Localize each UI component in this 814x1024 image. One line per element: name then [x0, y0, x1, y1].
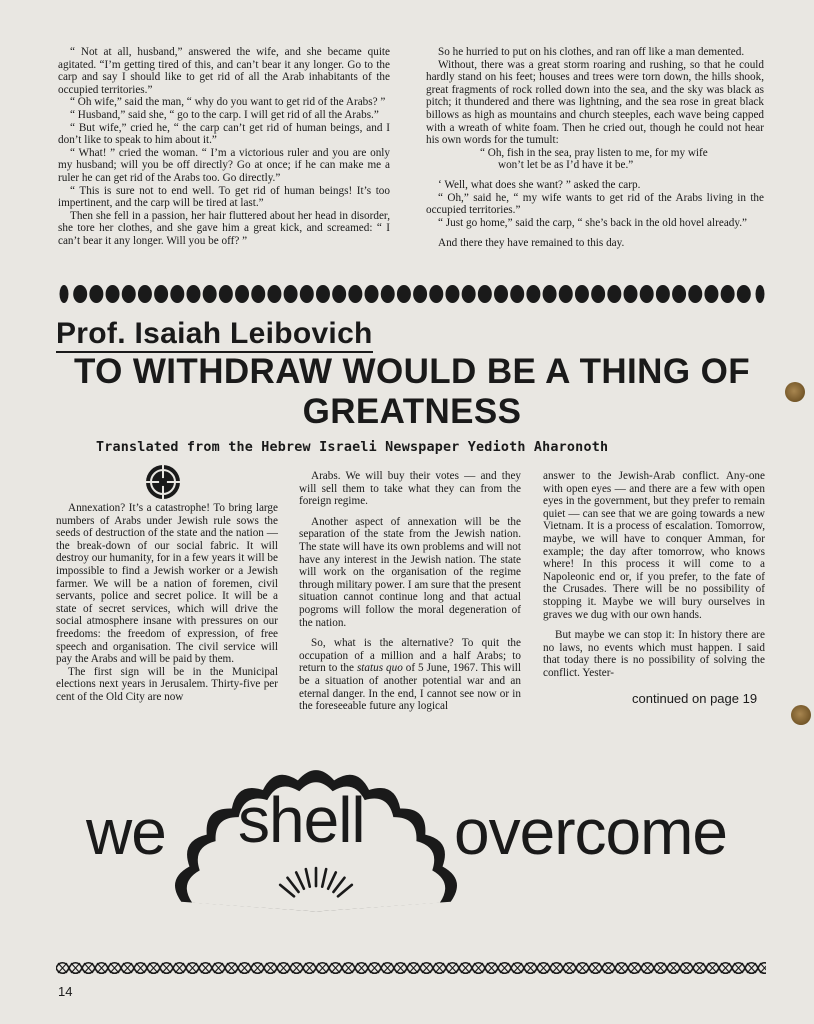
continued-note: continued on page 19	[632, 691, 758, 706]
fable-paragraph: “ This is sure not to end well. To get rid of human beings! It’s too impertinent, and the carp will be tired at last.”	[58, 184, 390, 210]
fable-paragraph: “ Just go home,” said the carp, “ she’s back in the old hovel already.”	[438, 216, 748, 229]
text-run: of 5 June, 1967. This will be a situation of another potential war and an eternal danger. In the end, I cannot see now or in the foreseeable future any logical	[299, 662, 521, 713]
fable-paragraph: Then she fell in a passion, her hair fluttered about her head in disorder, she tore her clothes, and she gave him a great kick, and screamed: “ I can’t bear it any longer. Will you be off? ”	[58, 209, 390, 247]
fable-paragraph: “ What! ” cried the woman. “ I’m a victorious ruler and you are only my husband; will you be off directly? Go at once; if he can make me a ruler he can get rid of the Arabs too. Go directly.”	[58, 146, 390, 184]
fable-paragraph: “ Husband,” said she, “ go to the carp. I will get rid of all the Arabs.”	[70, 108, 379, 121]
article-paragraph	[299, 637, 521, 713]
binder-hole	[791, 705, 811, 725]
fable-paragraph: “ Oh wife,” said the man, “ why do you want to get rid of the Arabs? ”	[70, 96, 386, 109]
headline: TO WITHDRAW WOULD BE A THING OF GREATNESS	[73, 352, 751, 431]
crosshair-logo-icon	[143, 462, 183, 502]
fable-paragraph: ‘ Well, what does she want? ” asked the carp.	[438, 178, 641, 191]
fable-verse-line: “ Oh, fish in the sea, pray listen to me, for my wife	[480, 146, 708, 159]
fable-verse-line: won’t let be as I’d have it be.”	[498, 159, 634, 172]
page-number: 14	[58, 984, 73, 999]
article-subtitle: Translated from the Hebrew Israeli Newspaper Yedioth Aharonoth	[96, 440, 609, 455]
fable-column-right	[426, 46, 764, 250]
ad-word-overcome: overcome	[454, 796, 727, 868]
ad-word-we: we	[86, 796, 166, 868]
dot-divider	[56, 282, 768, 306]
article-paragraph: Arabs. We will buy their votes — and they will sell them to take what they can from the foreign regime.	[299, 470, 521, 508]
article-paragraph: But maybe we can stop it: In history there are no laws, no events which must happen. I said that today there is no possibility of solving the conflict. Yester-	[543, 629, 765, 679]
fable-column-left	[58, 46, 390, 248]
fable-paragraph: And there they have remained to this day.	[438, 237, 625, 250]
binder-hole	[785, 382, 805, 402]
shell-ad	[40, 724, 784, 954]
author-name: Prof. Isaiah Leibovich	[56, 317, 373, 353]
fable-paragraph: Without, there was a great storm roaring and rushing, so that he could hardly stand on his feet; houses and trees were torn down, the hills shook, great fragments of rock rolled down into the sea, and the sky was black as pitch; it thundered and there was lightning, and the sea rose in great black billows as high as mountains and church steeples, each wave being capped with a wreath of white foam. Then he cried out, though he could not hear his own words for the tumult:	[426, 58, 764, 147]
fable-paragraph: So he hurried to put on his clothes, and ran off like a man demented.	[438, 46, 745, 58]
ad-word-shell: shell	[238, 784, 365, 856]
article-paragraph: answer to the Jewish-Arab conflict. Any-one with open eyes — and there are a few with open eyes in the government, but they prefer to remain quiet — can see that we are going towards a new Vietnam. It is a process of escalation. Tomorrow, maybe, we will have to conquer Amman, for example; the day after tomorrow, who knows where! In this process it will come to a Napoleonic end or, if you prefer, to the fate of the Crusades. There will be no possibility of stopping it. Maybe we will bury ourselves in graves we dug with our own hands.	[543, 470, 765, 621]
article-paragraph: Annexation? It’s a catastrophe! To bring large numbers of Arabs under Jewish rule sows the seeds of destruction of the state and the nation — the break-down of our social fabric. It will destroy our humanity, for in a few years it will be impossible to find a Jewish worker or a Jewish farmer. We will be a nation of foremen, civil servants, police and secret police. It will be a state of secret services, which will drive the social atmosphere insane with pressures on our freedoms: the freedom of expression, of free speech and organisation. The civil service will pay the Arabs and will be paid by them.	[56, 502, 278, 666]
article-paragraph: Another aspect of annexation will be the separation of the state from the Jewish nation. The state will have its own problems and will not have any interest in the Jewish nation. The state will work on the organisation of the regime through military power. I am sure that the present situation cannot continue long and that actual pogroms will follow the moral degeneration of the nation.	[299, 515, 521, 629]
fable-paragraph: “ Not at all, husband,” answered the wife, and she became quite agitated. “I’m getting tired of this, and can’t bear it any longer. Go to the carp and say I should like to get rid of all the Arab inhabitants of the occupied territories.”	[58, 46, 390, 96]
fable-paragraph: “ Oh,” said he, “ my wife wants to get rid of the Arabs living in the occupied territories.”	[426, 191, 764, 217]
text-run-italic: status quo	[356, 662, 403, 675]
fable-paragraph: “ But wife,” cried he, “ the carp can’t get rid of human beings, and I don’t like to speak to him about it.”	[58, 121, 390, 147]
article-paragraph: The first sign will be in the Municipal elections next years in Jerusalem. Thirty-five per cent of the Old City are now	[56, 665, 278, 703]
article-column-1	[56, 502, 278, 704]
ornamental-border	[56, 960, 766, 976]
text-run: So, what is the alternative? To quit the occupation of a million and a half Arabs; to return to the	[299, 637, 521, 675]
article-column-2	[299, 470, 521, 713]
article-column-3	[543, 470, 765, 680]
